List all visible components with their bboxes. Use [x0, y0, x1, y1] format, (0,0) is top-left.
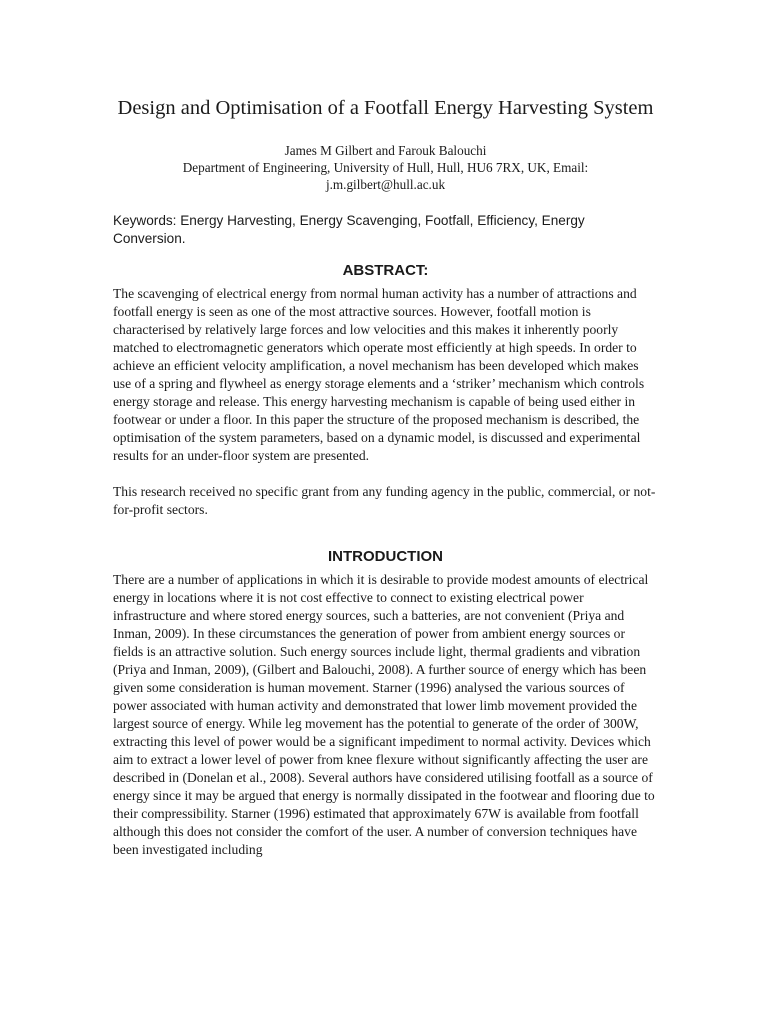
paper-page — [113, 0, 658, 859]
paper-title: Design and Optimisation of a Footfall Energy Harvesting System — [117, 97, 654, 119]
introduction-body: There are a number of applications in which it is desirable to provide modest amounts of electrical energy in locations where it is not cost effective to connect to existing electrical power infrastructure and where stored energy sources, such a batteries, are not convenient (Priya and Inman, 2009). In these circumstances the generation of power from ambient energy sources or fields is an attractive solution. Such energy sources include light, thermal gradients and vibration (Priya and Inman, 2009), (Gilbert and Balouchi, 2008). A further source of energy which has been given some consideration is human movement. Starner (1996) analysed the various sources of power associated with human activity and demonstrated that lower limb movement provided the largest source of energy. While leg movement has the potential to generate of the order of 300W, extracting this level of power would be a significant impediment to normal activity. Devices which aim to extract a lower level of power from knee flexure without significantly affecting the user are described in (Donelan et al., 2008). Several authors have considered utilising footfall as a source of energy since it may be argued that energy is normally dissipated in the footwear and flooring due to their compressibility. Starner (1996) estimated that approximately 67W is available from footfall although this does not consider the comfort of the user. A number of conversion techniques have been investigated including — [113, 572, 655, 857]
abstract-body: The scavenging of electrical energy from normal human activity has a number of attractions and footfall energy is seen as one of the most attractive sources. However, footfall motion is characterised by relatively large forces and low velocities and this makes it inherently poorly matched to electromagnetic generators which operate most efficiently at high speeds. In order to achieve an efficient velocity amplification, a novel mechanism has been developed which makes use of a spring and flywheel as energy storage elements and a ‘striker’ mechanism which controls energy storage and release. This energy harvesting mechanism is capable of being used either in footwear or under a floor. In this paper the structure of the proposed mechanism is described, the optimisation of the system parameters, based on a dynamic model, is discussed and experimental results for an under-floor system are presented. — [113, 286, 645, 463]
author-email: j.m.gilbert@hull.ac.uk — [325, 177, 446, 192]
author-affiliation: Department of Engineering, University of Hull, Hull, HU6 7RX, UK, Email: — [182, 160, 589, 175]
author-block — [113, 142, 658, 193]
keywords: Keywords: Energy Harvesting, Energy Scavenging, Footfall, Efficiency, Energy Conversion. — [113, 213, 585, 246]
introduction-heading: INTRODUCTION — [328, 548, 443, 565]
abstract-heading: ABSTRACT: — [342, 262, 429, 279]
funding-statement: This research received no specific grant from any funding agency in the public, commercial, or not-for-profit sectors. — [113, 484, 656, 517]
author-names: James M Gilbert and Farouk Balouchi — [284, 143, 487, 158]
